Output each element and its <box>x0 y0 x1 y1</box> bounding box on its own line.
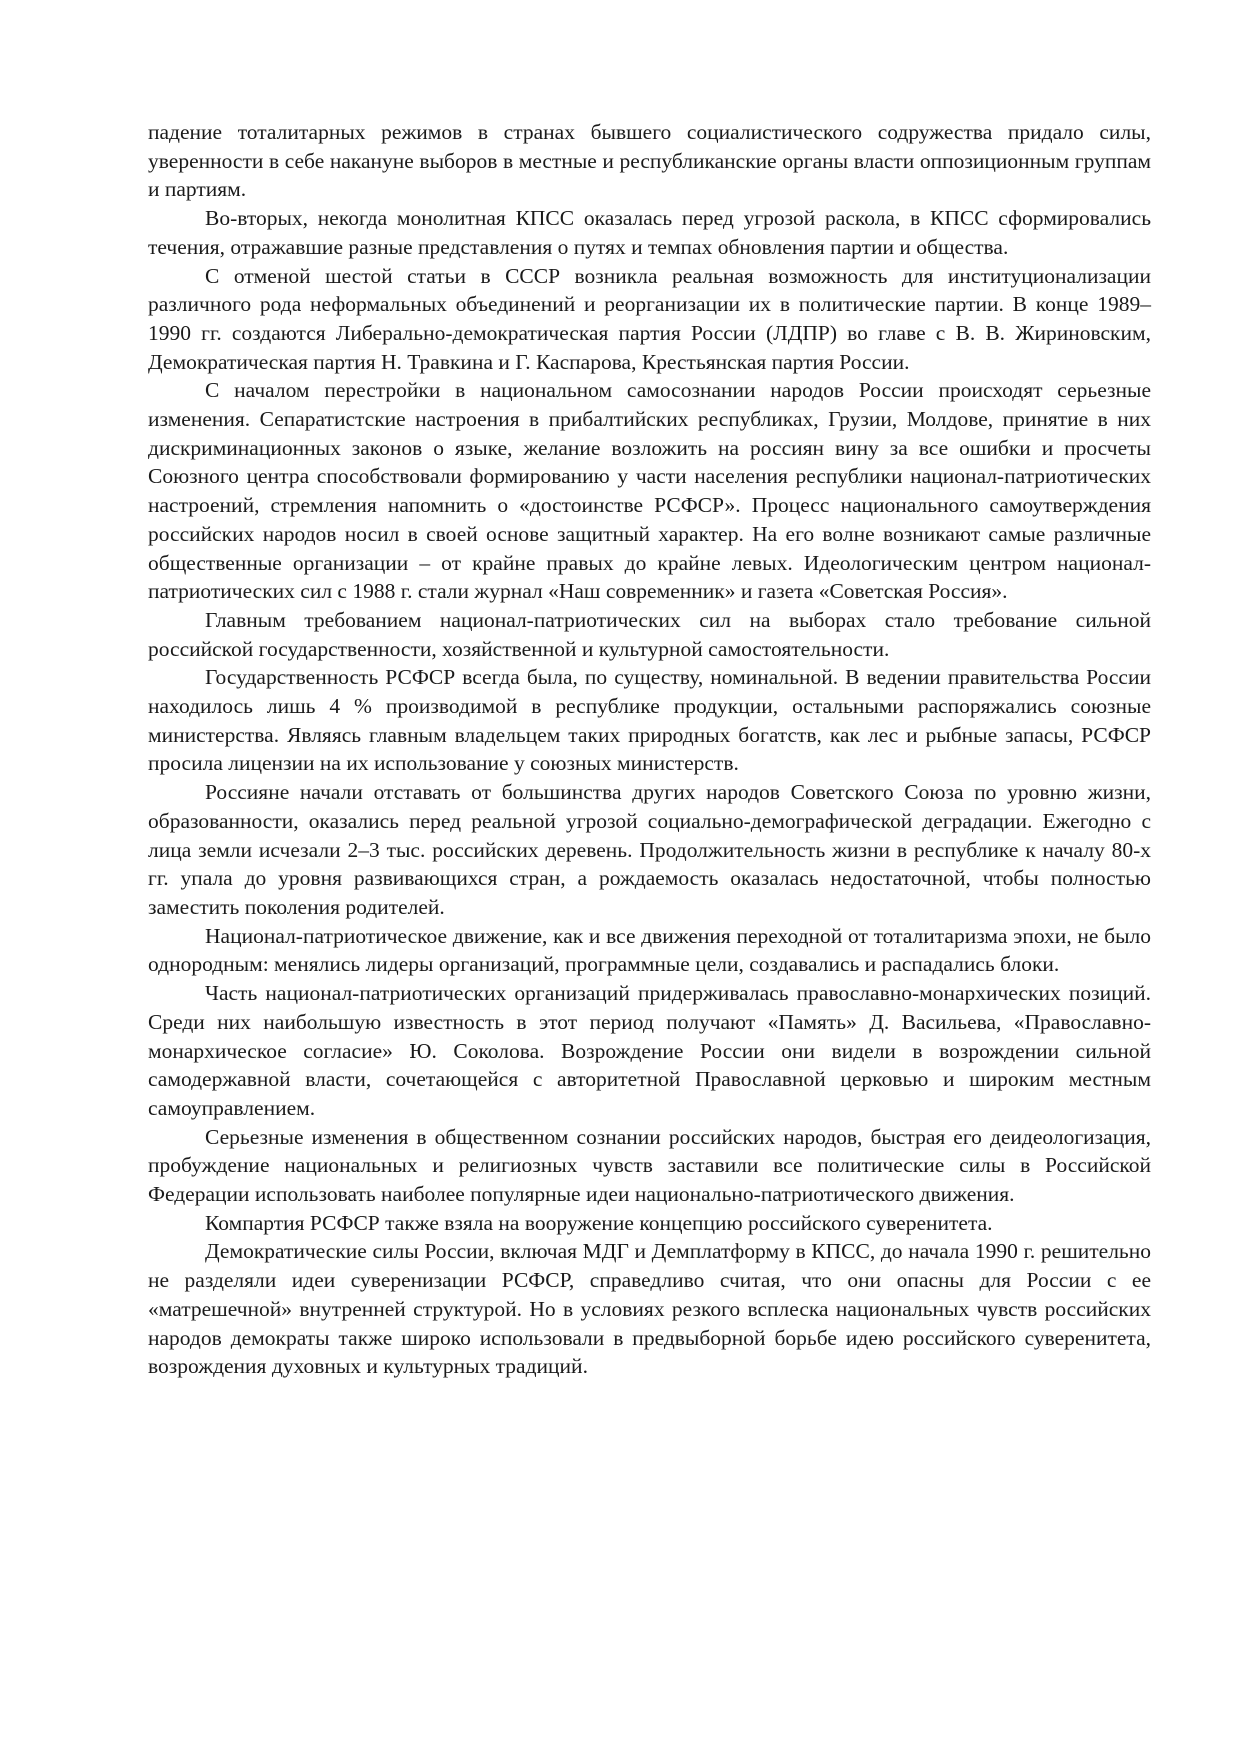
paragraph: С отменой шестой статьи в СССР возникла реальная возможность для институционализации различного рода неформальных объединений и реорганизации их в политические партии. В конце 1989–1990 гг. создаются Либерально-демократическая партия России (ЛДПР) во главе с В. В. Жириновским, Демократическая партия Н. Травкина и Г. Каспарова, Крестьянская партия России. <box>148 263 1151 374</box>
paragraph: Россияне начали отставать от большинства других народов Советского Союза по уровню жизни, образованности, оказались перед реальной угрозой социально-демографической деградации. Ежегодно с лица земли исчезали 2–3 тыс. российских деревень. Продолжительность жизни в республике к началу 80-х гг. упала до уровня развивающихся стран, а рождаемость оказалась недостаточной, чтобы полностью заместить поколения родителей. <box>148 780 1151 919</box>
paragraph: Серьезные изменения в общественном сознании российских народов, быстрая его деидеологизация, пробуждение национальных и религиозных чувств заставили все политические силы в Российской Федерации использовать наиболее популярные идеи национально-патриотического движения. <box>148 1124 1151 1207</box>
paragraph: Компартия РСФСР также взяла на вооружение концепцию российского суверенитета. <box>205 1210 993 1235</box>
paragraph: падение тоталитарных режимов в странах бывшего социалистического содружества придало силы, уверенности в себе накануне выборов в местные и республиканские органы власти оппозиционным группам и партиям. <box>148 120 1151 202</box>
paragraph: Национал-патриотическое движение, как и все движения переходной от тоталитаризма эпохи, не было однородным: менялись лидеры организаций, программные цели, создавались и распадались блоки. <box>148 923 1151 977</box>
paragraph: С началом перестройки в национальном самосознании народов России происходят серьезные изменения. Сепаратистские настроения в прибалтийских республиках, Грузии, Молдове, принятие в них дискриминационных законов о языке, желание возложить на россиян вину за все ошибки и просчеты Союзного центра способствовали формированию у части населения республики национал-патриотических настроений, стремления напомнить о «достоинстве РСФСР». Процесс национального самоутверждения российских народов носил в своей основе защитный характер. На его волне возникают самые различные общественные организации – от крайне правых до крайне левых. Идеологическим центром национал-патриотических сил с 1988 г. стали журнал «Наш современник» и газета «Советская Россия». <box>148 378 1151 604</box>
document-page <box>148 118 1151 1381</box>
paragraph: Во-вторых, некогда монолитная КПСС оказалась перед угрозой раскола, в КПСС сформировались течения, отражавшие разные представления о путях и темпах обновления партии и общества. <box>148 206 1151 259</box>
paragraph: Главным требованием национал-патриотических сил на выборах стало требование сильной российской государственности, хозяйственной и культурной самостоятельности. <box>148 607 1151 661</box>
paragraph: Государственность РСФСР всегда была, по существу, номинальной. В ведении правительства России находилось лишь 4 % производимой в республике продукции, остальными распоряжались союзные министерства. Являясь главным владельцем таких природных богатств, как лес и рыбные запасы, РСФСР просила лицензии на их использование у союзных министерств. <box>148 665 1151 776</box>
paragraph: Часть национал-патриотических организаций придерживалась православно-монархических позиций. Среди них наибольшую известность в этот период получают «Память» Д. Васильева, «Православно-монархическое согласие» Ю. Соколова. Возрождение России они видели в возрождении сильной самодержавной власти, сочетающейся с авторитетной Православной церковью и широким местным самоуправлением. <box>148 981 1151 1120</box>
paragraph: Демократические силы России, включая МДГ и Демплатформу в КПСС, до начала 1990 г. решительно не разделяли идеи суверенизации РСФСР, справедливо считая, что они опасны для России с ее «матрешечной» внутренней структурой. Но в условиях резкого всплеска национальных чувств российских народов демократы также широко использовали в предвыборной борьбе идею российского суверенитета, возрождения духовных и культурных традиций. <box>148 1239 1151 1379</box>
